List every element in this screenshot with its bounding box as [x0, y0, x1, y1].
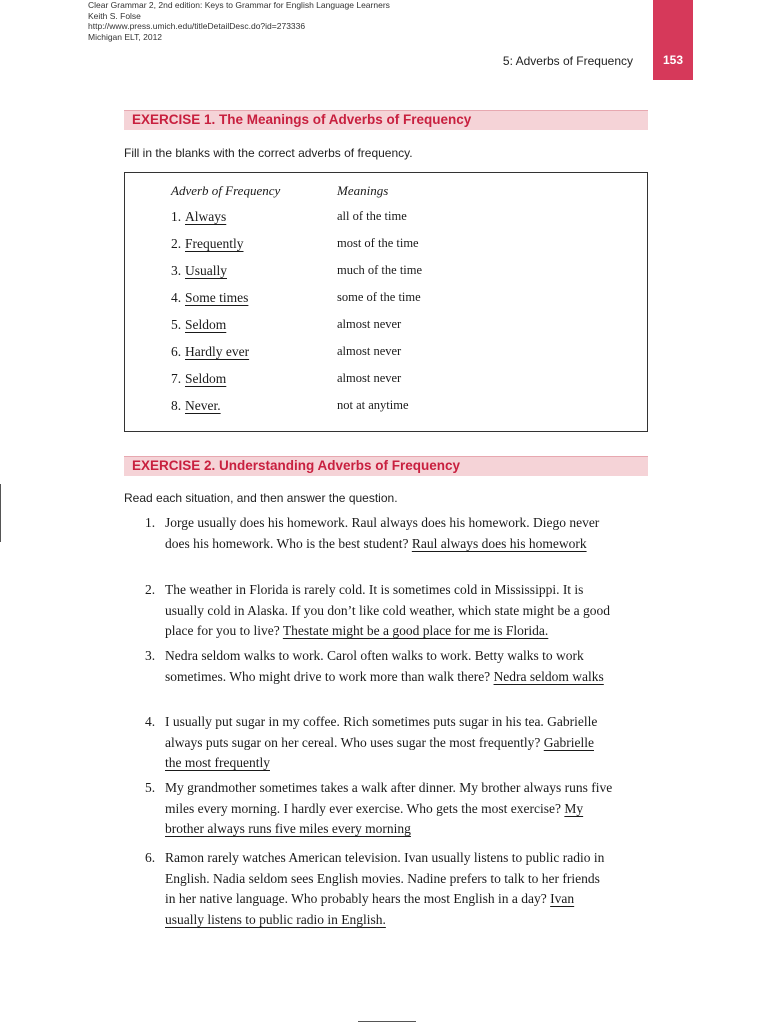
- item-text: [165, 778, 613, 840]
- item-question: I usually put sugar in my coffee. Rich sometimes puts sugar in his tea. Gabrielle always puts sugar on her cereal. Who uses sugar the most frequently?: [165, 714, 598, 750]
- item-question: The weather in Florida is rarely cold. It is sometimes cold in Mississippi. It is usually cold in Alaska. If you don’t like cold weather, which state might be a good place for you to live?: [165, 582, 610, 638]
- item-answer: My brother always runs five miles every morning: [165, 800, 584, 836]
- row-number: 2.: [171, 236, 182, 251]
- item-text: [165, 580, 613, 642]
- table-row: [125, 263, 647, 283]
- item-answer: Ivan usually listens to public radio in English.: [165, 891, 575, 927]
- footer-rule: [358, 1021, 416, 1022]
- table-row: [125, 371, 647, 391]
- row-meaning: all of the time: [337, 209, 407, 223]
- book-citation: [88, 0, 390, 42]
- page-number: 153: [662, 53, 684, 67]
- row-number: 8.: [171, 398, 182, 413]
- exercise2-title-bar: [124, 456, 648, 476]
- item-number: 4.: [145, 714, 156, 729]
- row-number: 4.: [171, 290, 182, 305]
- item-number: 2.: [145, 582, 156, 597]
- row-number: 7.: [171, 371, 182, 386]
- item-text: [165, 712, 613, 774]
- row-number: 6.: [171, 344, 182, 359]
- column-header-adverb: Adverb of Frequency: [171, 183, 281, 198]
- margin-line: [0, 484, 1, 542]
- row-answer: Frequently: [185, 236, 244, 251]
- row-answer: Seldom: [185, 317, 227, 332]
- table-row: [125, 344, 647, 364]
- table-row: [125, 209, 647, 229]
- page-number-tab: [653, 0, 693, 80]
- row-answer: Hardly ever: [185, 344, 250, 359]
- table-row: [125, 236, 647, 256]
- item-question: My grandmother sometimes takes a walk after dinner. My brother always runs five miles every morning. I hardly ever exercise. Who gets the most exercise?: [165, 780, 613, 816]
- row-number: 5.: [171, 317, 182, 332]
- item-text: [165, 646, 613, 687]
- table-row: [125, 317, 647, 337]
- item-answer: Thestate might be a good place for me is Florida.: [282, 623, 549, 638]
- item-number: 5.: [145, 780, 156, 795]
- item-answer: Raul always does his homework: [411, 535, 587, 551]
- row-answer: Usually: [185, 263, 227, 278]
- item-number: 3.: [145, 648, 156, 663]
- row-number: 1.: [171, 209, 182, 224]
- item-question: Ramon rarely watches American television. Ivan usually listens to public radio in English. Nadia seldom sees English movies. Nadine prefers to talk to her friends in her native language. Who probably hears the most English in a day?: [165, 850, 605, 906]
- item-number: 1.: [145, 515, 156, 530]
- row-meaning: some of the time: [337, 290, 421, 304]
- row-answer: Some times: [185, 290, 249, 305]
- row-meaning: not at anytime: [337, 398, 409, 412]
- row-meaning: almost never: [337, 344, 402, 358]
- item-question: Jorge usually does his homework. Raul always does his homework. Diego never does his homework. Who is the best student?: [165, 515, 600, 551]
- item-answer: Gabrielle the most frequently: [165, 734, 594, 770]
- item-text: [165, 848, 613, 930]
- item-question: Nedra seldom walks to work. Carol often walks to work. Betty walks to work sometimes. Who might drive to work more than walk there?: [165, 648, 584, 684]
- item-text: [165, 513, 613, 554]
- table-row: [125, 398, 647, 418]
- exercise2-instruction: Read each situation, and then answer the question.: [124, 491, 398, 505]
- citation-line: Keith S. Folse: [88, 10, 141, 21]
- row-number: 3.: [171, 263, 182, 278]
- row-answer: Never.: [185, 398, 221, 413]
- row-meaning: almost never: [337, 317, 402, 331]
- row-meaning: much of the time: [337, 263, 423, 277]
- row-meaning: most of the time: [337, 236, 419, 250]
- row-answer: Always: [185, 209, 227, 224]
- row-answer: Seldom: [185, 371, 227, 386]
- exercise2-title: EXERCISE 2. Understanding Adverbs of Frequency: [132, 458, 461, 473]
- exercise1-title: EXERCISE 1. The Meanings of Adverbs of Frequency: [132, 112, 472, 127]
- column-header-meanings: Meanings: [337, 183, 389, 198]
- row-meaning: almost never: [337, 371, 402, 385]
- item-answer: Nedra seldom walks: [493, 668, 604, 684]
- citation-line: Clear Grammar 2, 2nd edition: Keys to Grammar for English Language Learners: [88, 0, 390, 10]
- item-number: 6.: [145, 850, 156, 865]
- table-row: [125, 290, 647, 310]
- running-head: 5: Adverbs of Frequency: [502, 54, 633, 68]
- exercise1-title-bar: [124, 110, 648, 130]
- citation-line: http://www.press.umich.edu/titleDetailDesc.do?id=273336: [88, 21, 306, 32]
- exercise1-instruction: Fill in the blanks with the correct adverbs of frequency.: [124, 146, 413, 160]
- citation-line: Michigan ELT, 2012: [88, 31, 163, 42]
- exercise1-answer-box: [124, 172, 648, 432]
